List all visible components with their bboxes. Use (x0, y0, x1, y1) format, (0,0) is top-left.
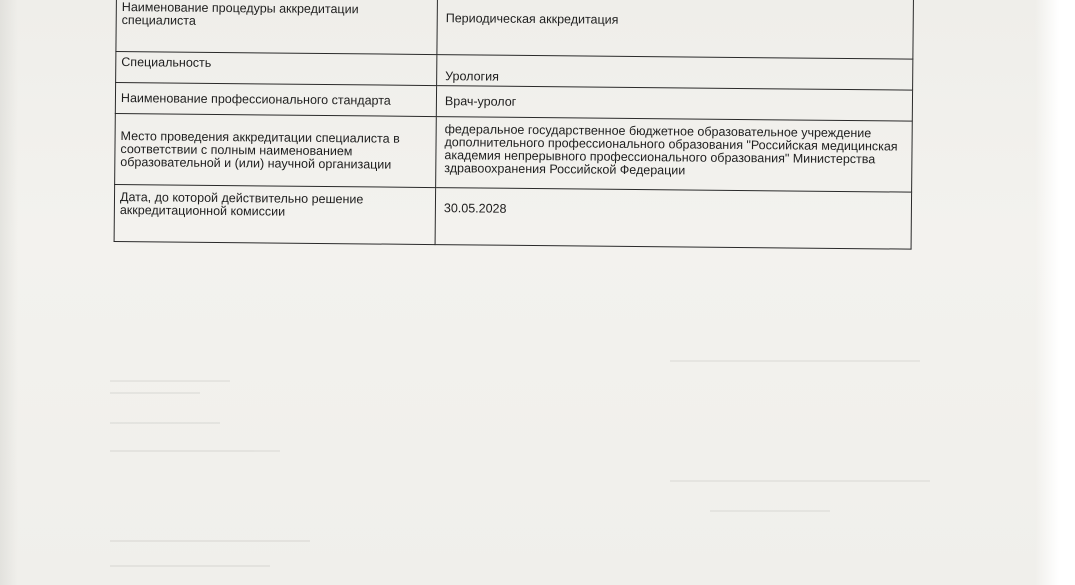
row-value: Врач-уролог (436, 86, 912, 122)
faint-line (110, 380, 230, 382)
table-row (116, 0, 914, 59)
accreditation-table-wrap (114, 0, 914, 250)
row-value: Периодическая аккредитация (437, 0, 914, 59)
table-row (114, 184, 912, 249)
faint-line (110, 565, 270, 567)
row-label: Место проведения аккредитации специалиста в соответствии с полным наименованием образовательной и (или) научной организации (115, 113, 437, 187)
row-label: Наименование профессионального стандарта (115, 83, 436, 117)
table-row (115, 113, 913, 192)
row-value: 30.05.2028 (435, 188, 912, 250)
row-label: Наименование процедуры аккредитации специалиста (116, 0, 438, 55)
bleed-through-marks (110, 360, 960, 585)
faint-line (670, 360, 920, 362)
faint-line (110, 422, 220, 424)
faint-line (110, 540, 310, 542)
page-edge (1035, 0, 1075, 585)
faint-line (670, 480, 930, 482)
accreditation-table (114, 0, 914, 250)
faint-line (710, 510, 830, 512)
faint-line (110, 392, 200, 394)
row-label: Специальность (116, 52, 437, 86)
row-value: Урология (437, 55, 913, 91)
faint-line (110, 450, 280, 452)
row-label: Дата, до которой действительно решение аккредитационной комиссии (114, 184, 436, 244)
row-value: федеральное государственное бюджетное образовательное учреждение дополнительного профессионального образования "Российская медицинская академия непрерывного профессионального образования" Министерства здравоохранения Российской Федерации (436, 117, 913, 193)
